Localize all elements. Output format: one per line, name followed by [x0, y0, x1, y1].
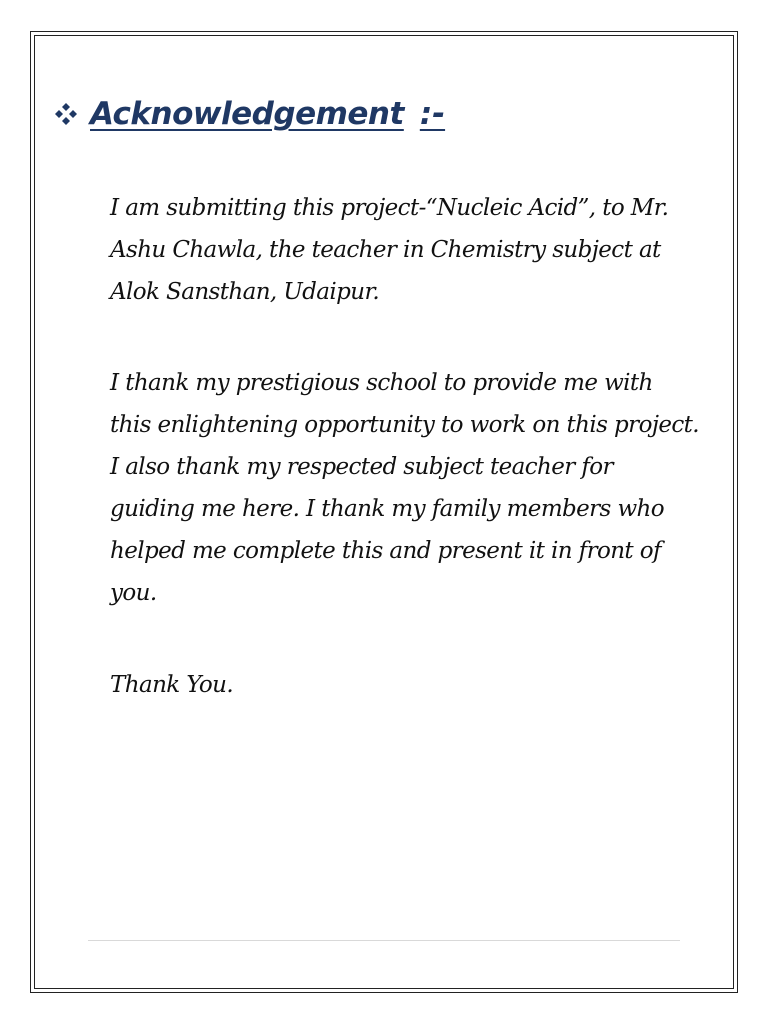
section-heading — [52, 96, 445, 132]
paragraph-thanks: I thank my prestigious school to provide me with this enlightening opportunity to work on this project. I also thank my respected subject teacher for guiding me here. I thank my family members who helped me complete this and present it in front of you. — [110, 370, 699, 606]
heading-separator: :- — [419, 96, 446, 132]
heading-title: Acknowledgement — [90, 96, 404, 132]
diamond-bullet-icon — [52, 100, 80, 128]
footer-divider — [88, 940, 680, 941]
paragraph-submission: I am submitting this project-“Nucleic Acid”, to Mr. Ashu Chawla, the teacher in Chemistry subject at Alok Sansthan, Udaipur. — [110, 195, 669, 305]
paragraph-closing: Thank You. — [110, 672, 234, 698]
